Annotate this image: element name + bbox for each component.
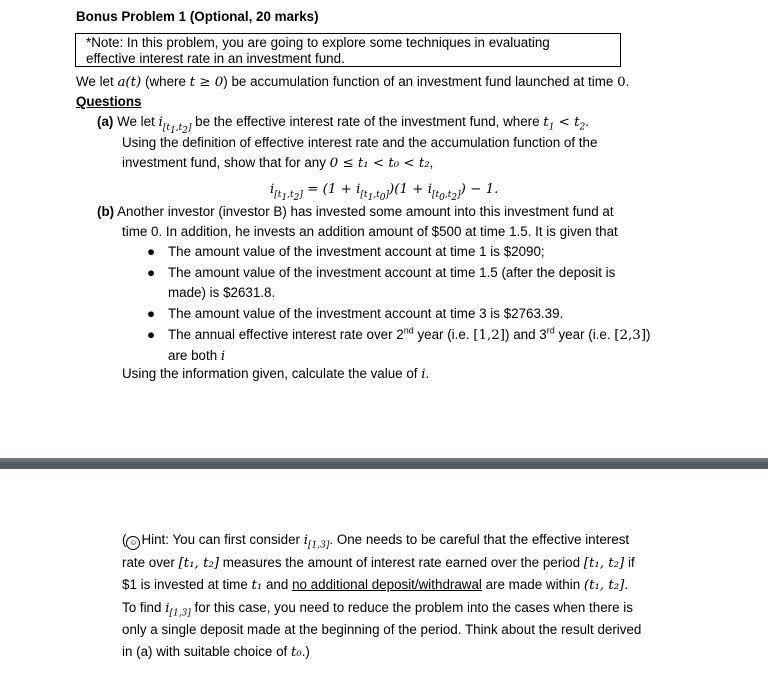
note-line-2: effective interest rate in an investment fund.	[86, 51, 345, 66]
questions-heading: Questions	[76, 94, 142, 109]
list-item: ● The amount value of the investment account at time 3 is $2763.39.	[147, 306, 564, 321]
part-b: (b) Another investor (investor B) has invested some amount into this investment fund at time 0. In addition, he invests an addition amount of $500 at time 1.5. It is given that	[97, 204, 618, 239]
problem-title: Bonus Problem 1 (Optional, 20 marks)	[76, 9, 319, 24]
part-a: (a) We let $i_{[t_1,t_2]}$ be the effective interest rate of the investment fund, where $t_1 < t_2$. Using the definition of effective interest rate and the accumulation function of the investment fund, show that for any 0 ≤ t₁ < t₀ < t₂,	[97, 114, 598, 171]
given-facts-list	[145, 242, 705, 368]
list-item: ● The amount value of the investment account at time 1 is $2090;	[147, 244, 545, 259]
formula-a: $i_{[t_1,t_2]} = (1 + i_{[t_1,t_0]})(1 + i_{[t_0,t_2]}) - 1$.	[270, 182, 499, 203]
no-deposit-underlined: no additional deposit/withdrawal	[292, 577, 482, 592]
list-item: ● The amount value of the investment account at time 1.5 (after the deposit is made) is $2631.8.	[147, 265, 616, 300]
list-item: ● The annual effective interest rate over 2nd year (i.e. [1,2]) and 3rd year (i.e. [2,3]) are both i	[147, 325, 651, 364]
part-b-label: (b)	[97, 204, 115, 219]
part-a-label: (a)	[97, 114, 114, 129]
note-box	[75, 33, 621, 67]
hint-paragraph: ( ☺ Hint: You can first consider $i_{[1,3]}$. One needs to be careful that the effective interest rate over [t₁, t₂] measures the amount of interest rate earned over the period [t₁, t₂] if $1 is invested at time t₁ and no additional deposit/withdrawal are made within (t₁, t₂]. To find $i_{[1,3]}$ for this case, you need to reduce the problem into the cases when there is only a single deposit made at the beginning of the period. Think about the result derived in (a) with suitable choice of t₀.)	[122, 532, 642, 660]
intro-text: We let a(t) (where t ≥ 0) be accumulation function of an investment fund launched at time 0.	[76, 74, 630, 90]
rate-symbol: $i_{[t_1,t_2]}$	[158, 115, 192, 136]
note-line-1: *Note: In this problem, you are going to explore some techniques in evaluating	[86, 35, 550, 50]
page-divider	[0, 458, 768, 469]
part-b-question: Using the information given, calculate the value of i.	[122, 366, 430, 382]
smiley-icon: ☺	[126, 536, 140, 550]
